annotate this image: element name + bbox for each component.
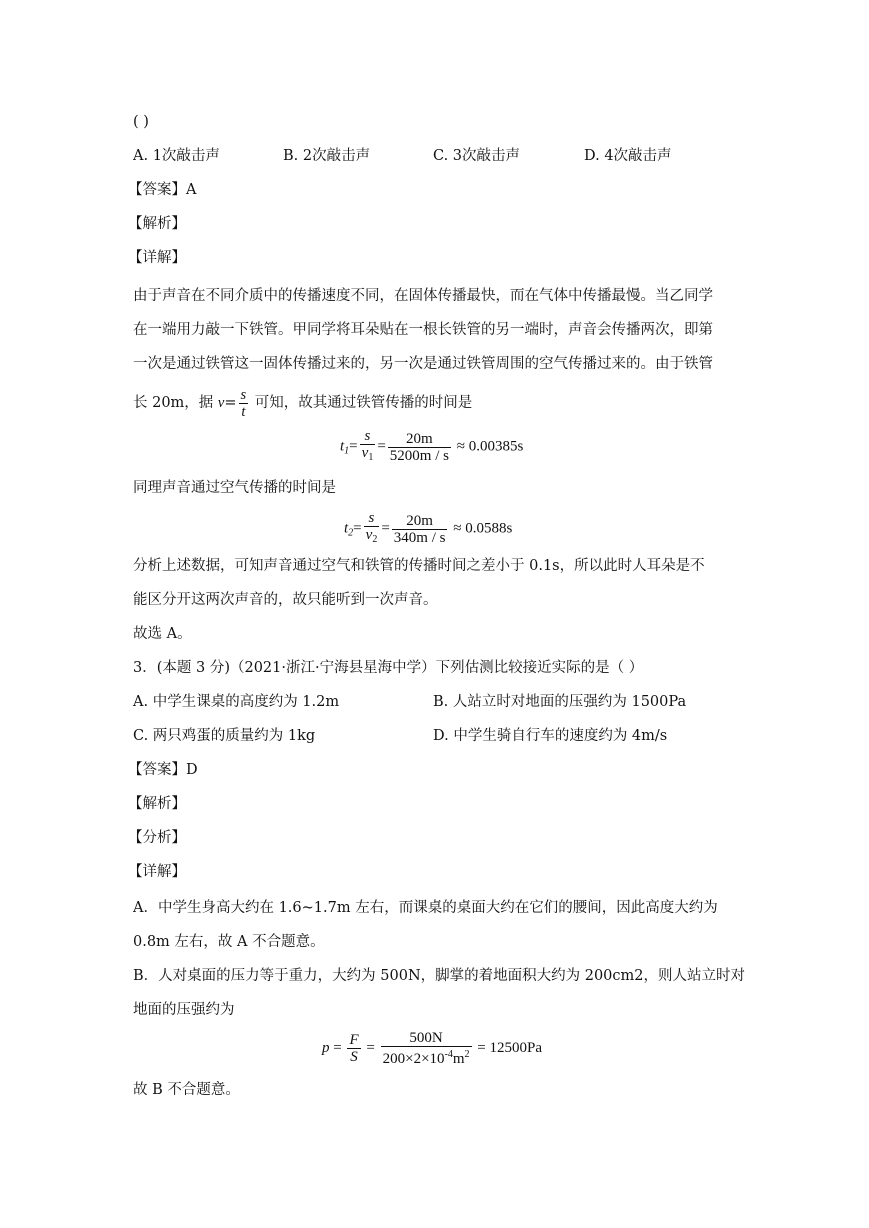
inline-fraction: $\frac{s}{t}$ <box>240 386 247 420</box>
answer-label: 【答案】A <box>128 182 197 198</box>
explanation-line: 在一端用力敲一下铁管。甲同学将耳朵贴在一根长铁管的另一端时，声音会传播两次，即第 <box>133 322 713 338</box>
option-d: D. 4次敲击声 <box>584 148 672 164</box>
option-b: B. 2次敲击声 <box>283 148 371 164</box>
analysis-label: 【解析】 <box>128 216 186 232</box>
conclusion: 故选 A。 <box>133 626 192 642</box>
explanation-line-formula: 长 20m，据 v= $\frac{s}{t}$ 可知，故其通过铁管传播的时间是 <box>133 386 473 420</box>
text-segment: 长 20m，据 <box>133 395 214 411</box>
explanation-line: 0.8m 左右，故 A 不合题意。 <box>133 934 325 950</box>
explanation-line: A．中学生身高大约在 1.6~1.7m 左右，而课桌的桌面大约在它们的腰间，因此高度大约为 <box>133 900 718 916</box>
option-c: C. 3次敲击声 <box>433 148 521 164</box>
explanation-line: 同理声音通过空气传播的时间是 <box>133 480 336 496</box>
analysis-label: 【解析】 <box>128 796 186 812</box>
answer-paren: ( ) <box>133 114 149 130</box>
velocity-symbol: v <box>217 395 225 411</box>
conclusion: 故 B 不合题意。 <box>133 1082 240 1098</box>
option-a: A. 中学生课桌的高度约为 1.2m <box>133 694 340 710</box>
analysis-sub-label: 【分析】 <box>128 830 186 846</box>
question-3-stem: 3．(本题 3 分)（2021·浙江·宁海县星海中学）下列估测比较接近实际的是（ ） <box>133 660 644 676</box>
explanation-line: 能区分开这两次声音的，故只能听到一次声音。 <box>133 592 438 608</box>
explanation-line: 由于声音在不同介质中的传播速度不同，在固体传播最快，而在气体中传播最慢。当乙同学 <box>133 288 713 304</box>
explanation-line: 地面的压强约为 <box>133 1002 235 1018</box>
text-segment: 可知，故其通过铁管传播的时间是 <box>254 395 473 411</box>
explanation-line: B．人对桌面的压力等于重力，大约为 500N，脚掌的着地面积大约为 200cm2，则人站立时对 <box>133 968 746 984</box>
equation-2: $t_2=$ $\frac{s}{v_2}$ = $\frac{20m}{340m / s}$ ≈ 0.0588s <box>344 510 513 546</box>
answer-label: 【答案】D <box>128 762 198 778</box>
detail-label: 【详解】 <box>128 250 186 266</box>
explanation-line: 分析上述数据，可知声音通过空气和铁管的传播时间之差小于 0.1s，所以此时人耳朵是不 <box>133 558 705 574</box>
option-b: B. 人站立时对地面的压强约为 1500Pa <box>433 694 687 710</box>
equation-3: p = $\frac{F}{S}$ = $\frac{500N}{200\times 2\times 10^{-4}m^2}$ = 12500Pa <box>322 1030 543 1067</box>
detail-label: 【详解】 <box>128 864 186 880</box>
option-d: D. 中学生骑自行车的速度约为 4m/s <box>433 728 668 744</box>
explanation-line: 一次是通过铁管这一固体传播过来的，另一次是通过铁管周围的空气传播过来的。由于铁管 <box>133 356 713 372</box>
option-c: C. 两只鸡蛋的质量约为 1kg <box>133 728 316 744</box>
equation-1: $t_1=$ $\frac{s}{v_1}$ = $\frac{20m}{5200m / s}$ ≈ 0.00385s <box>340 428 524 464</box>
option-a: A. 1次敲击声 <box>133 148 220 164</box>
